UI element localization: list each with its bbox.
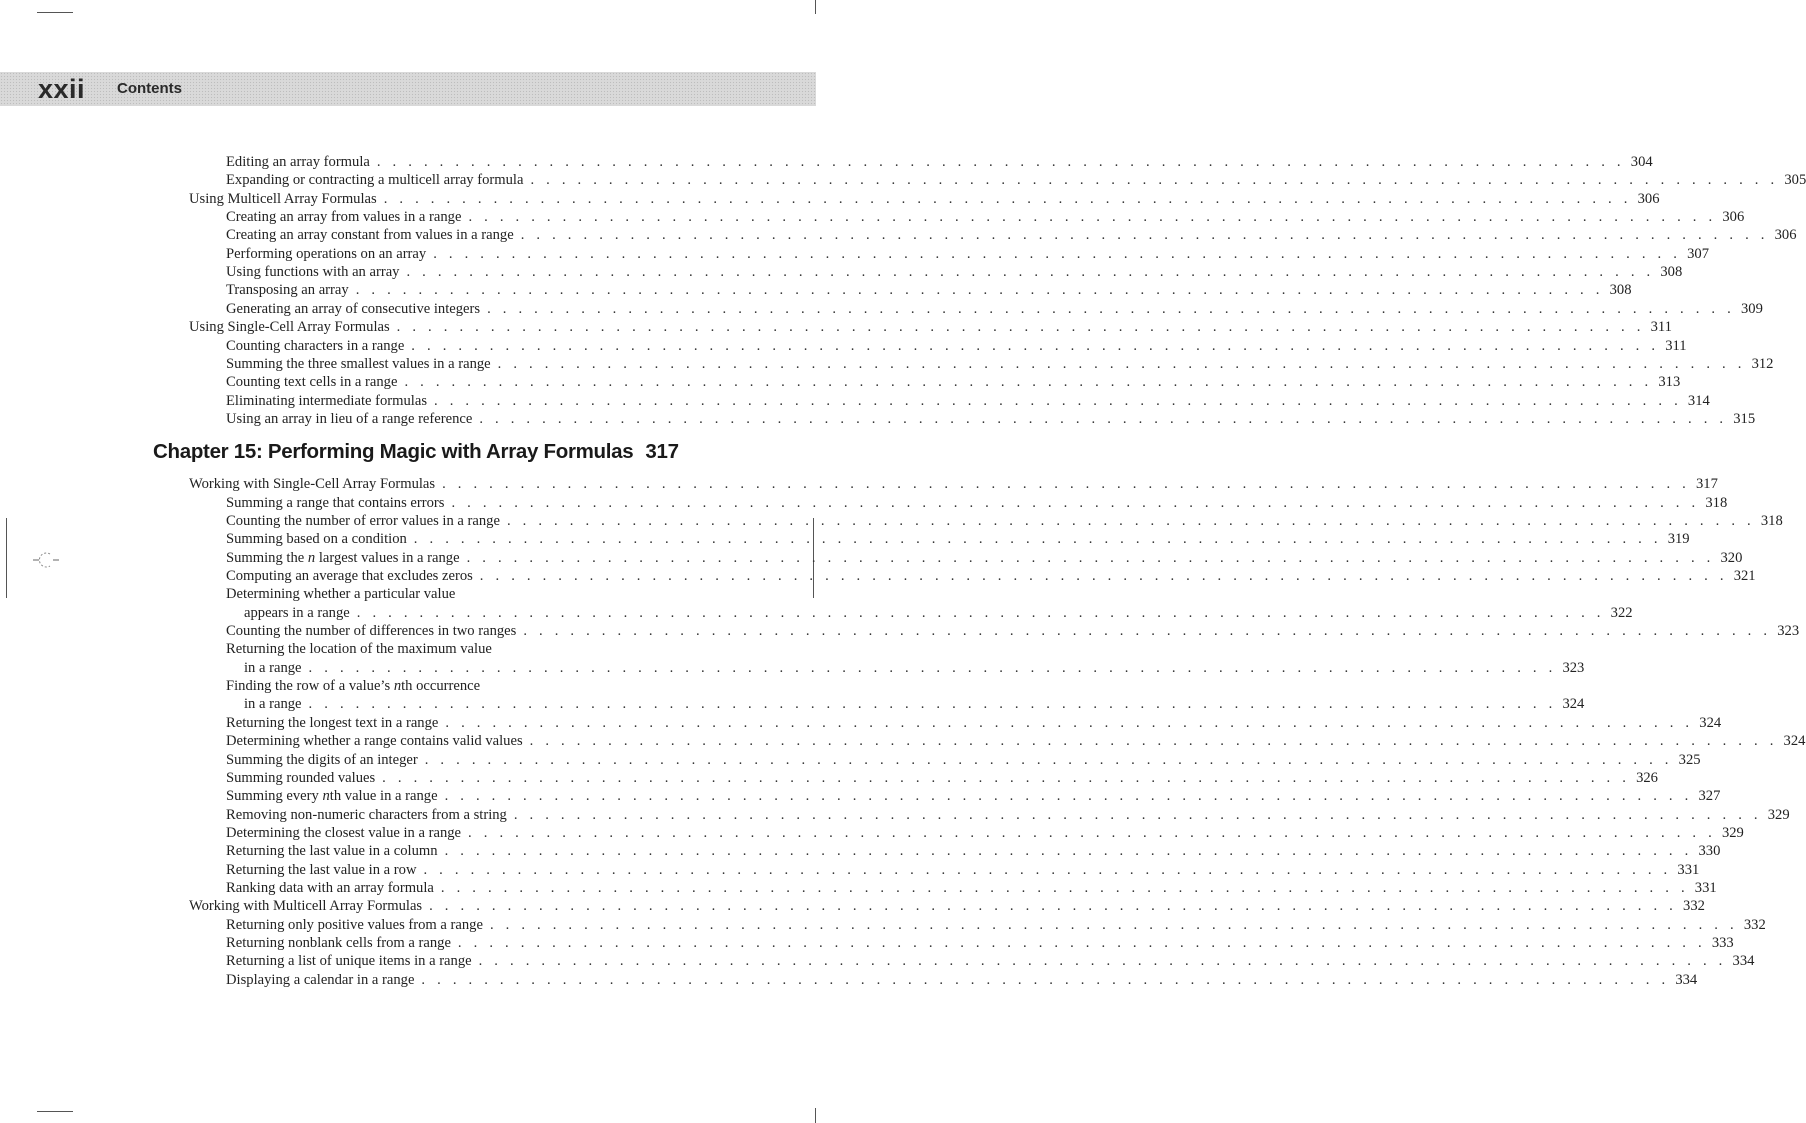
dot-leader: . . . . . . . . . . . . . . . . . . . . . . . . . . . . . . . . . . . . . . . . . . . . . . . . . . . . . . . . . . . . . . . . . . . . . . . . . . . . . . . . [434, 392, 1682, 409]
entry-page: 330 [1698, 843, 1721, 860]
subsection-entry[interactable] [226, 824, 1744, 842]
subsection-entry[interactable] [226, 843, 1721, 860]
subsection-entry[interactable] [226, 172, 1806, 189]
section-entry[interactable] [189, 476, 1718, 493]
subsection-entry[interactable] [226, 806, 1790, 824]
dot-leader: . . . . . . . . . . . . . . . . . . . . . . . . . . . . . . . . . . . . . . . . . . . . . . . . . . . . . . . . . . . . . . . . . . . . . . . . . . . . . . . . [506, 512, 1755, 529]
dot-leader: . . . . . . . . . . . . . . . . . . . . . . . . . . . . . . . . . . . . . . . . . . . . . . . . . . . . . . . . . . . . . . . . . . . . . . . . . . . . . . . . [406, 264, 1655, 281]
entry-title: Performing operations on an array [226, 245, 427, 262]
entry-page: 324 [1783, 733, 1806, 750]
entry-title: Summing the n largest values in a range [226, 549, 460, 566]
subsection-entry[interactable] [226, 374, 1681, 391]
entry-page: 318 [1760, 512, 1783, 529]
entry-title: Editing an array formula [226, 154, 370, 170]
entry-title: Determining the closest value in a range [226, 824, 462, 841]
entry-page: 332 [1743, 916, 1766, 933]
entry-page: 306 [1722, 209, 1745, 226]
crop-mark [815, 1108, 816, 1123]
subsection-entry[interactable] [226, 916, 1766, 934]
entry-page: 306 [1774, 227, 1797, 244]
entry-page: 331 [1694, 879, 1717, 896]
entry-page: 334 [1732, 953, 1755, 970]
entry-title: in a range [244, 659, 302, 676]
dot-leader: . . . . . . . . . . . . . . . . . . . . . . . . . . . . . . . . . . . . . . . . . . . . . . . . . . . . . . . . . . . . . . . . . . . . . . . . . . . . . . . . [530, 172, 1779, 189]
entry-title: Eliminating intermediate formulas [226, 392, 428, 409]
entry-title: Using Multicell Array Formulas [189, 190, 377, 207]
entry-title: Counting the number of differences in two ranges [226, 623, 517, 640]
dot-leader: . . . . . . . . . . . . . . . . . . . . . . . . . . . . . . . . . . . . . . . . . . . . . . . . . . . . . . . . . . . . . . . . . . . . . . . . . . . . . . . . [523, 623, 1772, 640]
entry-title: Transposing an array [226, 282, 349, 299]
crop-mark [815, 0, 816, 14]
italic-variable: n [322, 788, 330, 805]
entry-title-line: Determining whether a particular value [226, 586, 456, 603]
entry-title: Returning the longest text in a range [226, 714, 439, 731]
dot-leader: . . . . . . . . . . . . . . . . . . . . . . . . . . . . . . . . . . . . . . . . . . . . . . . . . . . . . . . . . . . . . . . . . . . . . . . . . . . . . . . . [356, 604, 1605, 621]
dot-leader: . . . . . . . . . . . . . . . . . . . . . . . . . . . . . . . . . . . . . . . . . . . . . . . . . . . . . . . . . . . . . . . . . . . . . . . . . . . . . . . . [479, 410, 1728, 427]
entry-title: Computing an average that excludes zeros [226, 568, 473, 584]
entry-title: Summing a range that contains errors [226, 494, 445, 511]
dot-leader: . . . . . . . . . . . . . . . . . . . . . . . . . . . . . . . . . . . . . . . . . . . . . . . . . . . . . . . . . . . . . . . . . . . . . . . . . . . . . . . . [478, 953, 1727, 970]
dot-leader: . . . . . . . . . . . . . . . . . . . . . . . . . . . . . . . . . . . . . . . . . . . . . . . . . . . . . . . . . . . . . . . . . . . . . . . . . . . . . . . . [487, 300, 1735, 317]
entry-title: Returning a list of unique items in a range [226, 953, 472, 970]
italic-variable: n [393, 678, 402, 695]
section-entry[interactable] [189, 319, 1672, 336]
dot-leader: . . . . . . . . . . . . . . . . . . . . . . . . . . . . . . . . . . . . . . . . . . . . . . . . . . . . . . . . . . . . . . . . . . . . . . . . . . . . . . . . [479, 568, 1728, 584]
entry-title: Summing based on a condition [226, 531, 407, 548]
entry-title: Using Single-Cell Array Formulas [189, 319, 390, 336]
dot-leader: . . . . . . . . . . . . . . . . . . . . . . . . . . . . . . . . . . . . . . . . . . . . . . . . . . . . . . . . . . . . . . . . . . . . . . . . . . . . . . . . [429, 898, 1678, 915]
entry-title: Using an array in lieu of a range reference [226, 410, 473, 427]
entry-page: 308 [1660, 264, 1683, 281]
entry-title: Creating an array constant from values in a range [226, 227, 514, 244]
subsection-entry[interactable] [226, 300, 1763, 318]
subsection-entry[interactable] [226, 549, 1743, 567]
entry-page: 333 [1711, 935, 1734, 951]
entry-page: 308 [1609, 282, 1632, 299]
dot-leader: . . . . . . . . . . . . . . . . . . . . . . . . . . . . . . . . . . . . . . . . . . . . . . . . . . . . . . . . . . . . . . . . . . . . . . . . . . . . . . . . [497, 355, 1746, 372]
entry-page: 319 [1667, 531, 1690, 548]
dot-leader: . . . . . . . . . . . . . . . . . . . . . . . . . . . . . . . . . . . . . . . . . . . . . . . . . . . . . . . . . . . . . . . . . . . . . . . . . . . . . . . . [383, 190, 1632, 207]
entry-page: 305 [1784, 172, 1806, 189]
entry-title: Creating an array from values in a range [226, 209, 462, 226]
entry-page: 323 [1562, 659, 1585, 676]
entry-page: 317 [1696, 476, 1718, 493]
dot-leader: . . . . . . . . . . . . . . . . . . . . . . . . . . . . . . . . . . . . . . . . . . . . . . . . . . . . . . . . . . . . . . . . . . . . . . . . . . . . . . . . [413, 531, 1662, 548]
entry-page: 326 [1636, 769, 1658, 786]
entry-title: Displaying a calendar in a range [226, 971, 415, 988]
dot-leader: . . . . . . . . . . . . . . . . . . . . . . . . . . . . . . . . . . . . . . . . . . . . . . . . . . . . . . . . . . . . . . . . . . . . . . . . . . . . . . . . [376, 154, 1625, 170]
running-head-title: Contents [117, 80, 182, 97]
dot-leader: . . . . . . . . . . . . . . . . . . . . . . . . . . . . . . . . . . . . . . . . . . . . . . . . . . . . . . . . . . . . . . . . . . . . . . . . . . . . . . . . [445, 714, 1694, 731]
subsection-entry[interactable] [226, 751, 1701, 769]
dot-leader: . . . . . . . . . . . . . . . . . . . . . . . . . . . . . . . . . . . . . . . . . . . . . . . . . . . . . . . . . . . . . . . . . . . . . . . . . . . . . . . . [423, 861, 1672, 878]
entry-page: 311 [1650, 319, 1672, 336]
entry-title: Summing every nth value in a range [226, 788, 438, 805]
dot-leader: . . . . . . . . . . . . . . . . . . . . . . . . . . . . . . . . . . . . . . . . . . . . . . . . . . . . . . . . . . . . . . . . . . . . . . . . . . . . . . . . [396, 319, 1645, 336]
subsection-entry[interactable] [226, 788, 1721, 805]
dot-leader: . . . . . . . . . . . . . . . . . . . . . . . . . . . . . . . . . . . . . . . . . . . . . . . . . . . . . . . . . . . . . . . . . . . . . . . . . . . . . . . . [411, 337, 1660, 354]
subsection-entry[interactable] [226, 227, 1797, 244]
crop-mark [37, 1111, 73, 1112]
subsection-entry[interactable] [226, 953, 1755, 970]
entry-title: Working with Single-Cell Array Formulas [189, 476, 436, 493]
entry-title-line: Finding the row of a value’s nth occurrence [226, 678, 481, 695]
section-entry[interactable] [189, 898, 1705, 915]
entry-title: Using functions with an array [226, 264, 400, 281]
dot-leader: . . . . . . . . . . . . . . . . . . . . . . . . . . . . . . . . . . . . . . . . . . . . . . . . . . . . . . . . . . . . . . . . . . . . . . . . . . . . . . . . [468, 209, 1717, 226]
subsection-entry[interactable] [226, 209, 1745, 226]
entry-page: 309 [1740, 300, 1763, 317]
entry-page: 321 [1733, 568, 1756, 584]
subsection-entry[interactable] [226, 879, 1717, 897]
entry-page: 313 [1658, 374, 1681, 391]
entry-title: appears in a range [244, 604, 350, 621]
running-header [0, 72, 816, 106]
dot-leader: . . . . . . . . . . . . . . . . . . . . . . . . . . . . . . . . . . . . . . . . . . . . . . . . . . . . . . . . . . . . . . . . . . . . . . . . . . . . . . . . [520, 227, 1769, 244]
entry-title: Summing the digits of an integer [226, 751, 418, 768]
entry-title: in a range [244, 696, 302, 713]
subsection-entry[interactable] [226, 154, 1653, 171]
entry-page: 315 [1733, 410, 1756, 427]
entry-title: Generating an array of consecutive integers [226, 300, 481, 317]
subsection-entry[interactable] [226, 337, 1687, 355]
dot-leader: . . . . . . . . . . . . . . . . . . . . . . . . . . . . . . . . . . . . . . . . . . . . . . . . . . . . . . . . . . . . . . . . . . . . . . . . . . . . . . . . [444, 788, 1693, 805]
dot-leader: . . . . . . . . . . . . . . . . . . . . . . . . . . . . . . . . . . . . . . . . . . . . . . . . . . . . . . . . . . . . . . . . . . . . . . . . . . . . . . . . [355, 282, 1604, 299]
italic-variable: n [307, 549, 316, 566]
dot-leader: . . . . . . . . . . . . . . . . . . . . . . . . . . . . . . . . . . . . . . . . . . . . . . . . . . . . . . . . . . . . . . . . . . . . . . . . . . . . . . . . [529, 733, 1778, 750]
entry-title: Ranking data with an array formula [226, 879, 434, 896]
subsection-entry[interactable] [244, 604, 1633, 622]
subsection-entry[interactable] [226, 264, 1683, 281]
subsection-entry[interactable] [226, 282, 1632, 299]
subsection-entry[interactable] [226, 861, 1700, 879]
dot-leader: . . . . . . . . . . . . . . . . . . . . . . . . . . . . . . . . . . . . . . . . . . . . . . . . . . . . . . . . . . . . . . . . . . . . . . . . . . . . . . . . [404, 374, 1653, 391]
subsection-entry[interactable] [226, 568, 1756, 585]
dot-leader: . . . . . . . . . . . . . . . . . . . . . . . . . . . . . . . . . . . . . . . . . . . . . . . . . . . . . . . . . . . . . . . . . . . . . . . . . . . . . . . . [382, 769, 1631, 786]
subsection-entry[interactable] [226, 392, 1710, 410]
entry-page: 312 [1751, 355, 1774, 372]
entry-page: 323 [1777, 623, 1800, 640]
subsection-entry[interactable] [226, 494, 1728, 512]
section-entry[interactable] [189, 190, 1660, 208]
entry-title: Counting the number of error values in a range [226, 512, 500, 529]
entry-page: 311 [1665, 337, 1687, 354]
subsection-entry[interactable] [226, 714, 1722, 732]
entry-page: 307 [1687, 245, 1709, 262]
entry-page: 317 [645, 440, 679, 464]
dot-leader: . . . . . . . . . . . . . . . . . . . . . . . . . . . . . . . . . . . . . . . . . . . . . . . . . . . . . . . . . . . . . . . . . . . . . . . . . . . . . . . . [308, 659, 1557, 676]
entry-page: 306 [1637, 190, 1660, 207]
subsection-entry[interactable] [226, 733, 1806, 750]
entry-title: Summing rounded values [226, 769, 376, 786]
entry-page: 334 [1675, 971, 1698, 988]
dot-leader: . . . . . . . . . . . . . . . . . . . . . . . . . . . . . . . . . . . . . . . . . . . . . . . . . . . . . . . . . . . . . . . . . . . . . . . . . . . . . . . . [442, 476, 1690, 493]
crop-mark [37, 12, 73, 13]
dot-leader: . . . . . . . . . . . . . . . . . . . . . . . . . . . . . . . . . . . . . . . . . . . . . . . . . . . . . . . . . . . . . . . . . . . . . . . . . . . . . . . . [421, 971, 1670, 988]
entry-title-line: Returning the location of the maximum value [226, 641, 492, 658]
subsection-entry[interactable] [226, 512, 1783, 530]
entry-page: 304 [1630, 154, 1653, 170]
entry-title: Working with Multicell Array Formulas [189, 898, 423, 915]
dot-leader: . . . . . . . . . . . . . . . . . . . . . . . . . . . . . . . . . . . . . . . . . . . . . . . . . . . . . . . . . . . . . . . . . . . . . . . . . . . . . . . . [489, 916, 1738, 933]
subsection-entry[interactable] [226, 935, 1734, 952]
dot-leader: . . . . . . . . . . . . . . . . . . . . . . . . . . . . . . . . . . . . . . . . . . . . . . . . . . . . . . . . . . . . . . . . . . . . . . . . . . . . . . . . [440, 879, 1689, 896]
entry-title: Returning the last value in a column [226, 843, 438, 860]
dot-leader: . . . . . . . . . . . . . . . . . . . . . . . . . . . . . . . . . . . . . . . . . . . . . . . . . . . . . . . . . . . . . . . . . . . . . . . . . . . . . . . . [513, 806, 1762, 823]
entry-page: 329 [1721, 824, 1744, 841]
entry-page: 331 [1677, 861, 1700, 878]
entry-title: Determining whether a range contains valid values [226, 733, 523, 750]
dot-leader: . . . . . . . . . . . . . . . . . . . . . . . . . . . . . . . . . . . . . . . . . . . . . . . . . . . . . . . . . . . . . . . . . . . . . . . . . . . . . . . . [457, 935, 1706, 951]
subsection-entry[interactable] [244, 659, 1585, 677]
subsection-entry[interactable] [226, 769, 1658, 787]
dot-leader: . . . . . . . . . . . . . . . . . . . . . . . . . . . . . . . . . . . . . . . . . . . . . . . . . . . . . . . . . . . . . . . . . . . . . . . . . . . . . . . . [308, 696, 1557, 713]
entry-page: 314 [1687, 392, 1710, 409]
entry-page: 324 [1562, 696, 1585, 713]
dot-leader: . . . . . . . . . . . . . . . . . . . . . . . . . . . . . . . . . . . . . . . . . . . . . . . . . . . . . . . . . . . . . . . . . . . . . . . . . . . . . . . . [433, 245, 1682, 262]
entry-page: 320 [1720, 549, 1743, 566]
entry-page: 327 [1698, 788, 1721, 805]
crop-mark [6, 518, 7, 598]
subsection-entry[interactable] [226, 355, 1774, 373]
entry-page: 329 [1767, 806, 1790, 823]
subsection-entry[interactable] [226, 623, 1800, 640]
entry-title: Returning nonblank cells from a range [226, 935, 451, 951]
entry-page: 324 [1699, 714, 1722, 731]
dot-leader: . . . . . . . . . . . . . . . . . . . . . . . . . . . . . . . . . . . . . . . . . . . . . . . . . . . . . . . . . . . . . . . . . . . . . . . . . . . . . . . . [451, 494, 1700, 511]
entry-page: 318 [1705, 494, 1728, 511]
subsection-entry[interactable] [226, 245, 1709, 263]
subsection-entry[interactable] [226, 531, 1690, 548]
entry-title: Returning only positive values from a range [226, 916, 483, 933]
entry-page: 322 [1610, 604, 1633, 621]
entry-title: Counting text cells in a range [226, 374, 398, 391]
entry-title: Chapter 15: Performing Magic with Array Formulas [153, 440, 634, 464]
page-number: xxii [38, 74, 86, 104]
entry-title: Counting characters in a range [226, 337, 405, 354]
dot-leader: . . . . . . . . . . . . . . . . . . . . . . . . . . . . . . . . . . . . . . . . . . . . . . . . . . . . . . . . . . . . . . . . . . . . . . . . . . . . . . . . [424, 751, 1673, 768]
entry-title: Returning the last value in a row [226, 861, 417, 878]
entry-title: Removing non-numeric characters from a string [226, 806, 507, 823]
entry-page: 325 [1678, 751, 1701, 768]
entry-page: 332 [1683, 898, 1705, 915]
subsection-entry[interactable] [226, 971, 1698, 989]
dot-leader: . . . . . . . . . . . . . . . . . . . . . . . . . . . . . . . . . . . . . . . . . . . . . . . . . . . . . . . . . . . . . . . . . . . . . . . . . . . . . . . . [466, 549, 1715, 566]
registration-mark-icon [33, 551, 59, 569]
dot-leader: . . . . . . . . . . . . . . . . . . . . . . . . . . . . . . . . . . . . . . . . . . . . . . . . . . . . . . . . . . . . . . . . . . . . . . . . . . . . . . . . [444, 843, 1693, 860]
entry-title: Summing the three smallest values in a range [226, 355, 491, 372]
subsection-entry[interactable] [226, 410, 1756, 428]
chapter-heading[interactable] [153, 440, 679, 464]
dot-leader: . . . . . . . . . . . . . . . . . . . . . . . . . . . . . . . . . . . . . . . . . . . . . . . . . . . . . . . . . . . . . . . . . . . . . . . . . . . . . . . . [468, 824, 1716, 841]
entry-title: Expanding or contracting a multicell array formula [226, 172, 524, 189]
subsection-entry[interactable] [244, 696, 1585, 713]
